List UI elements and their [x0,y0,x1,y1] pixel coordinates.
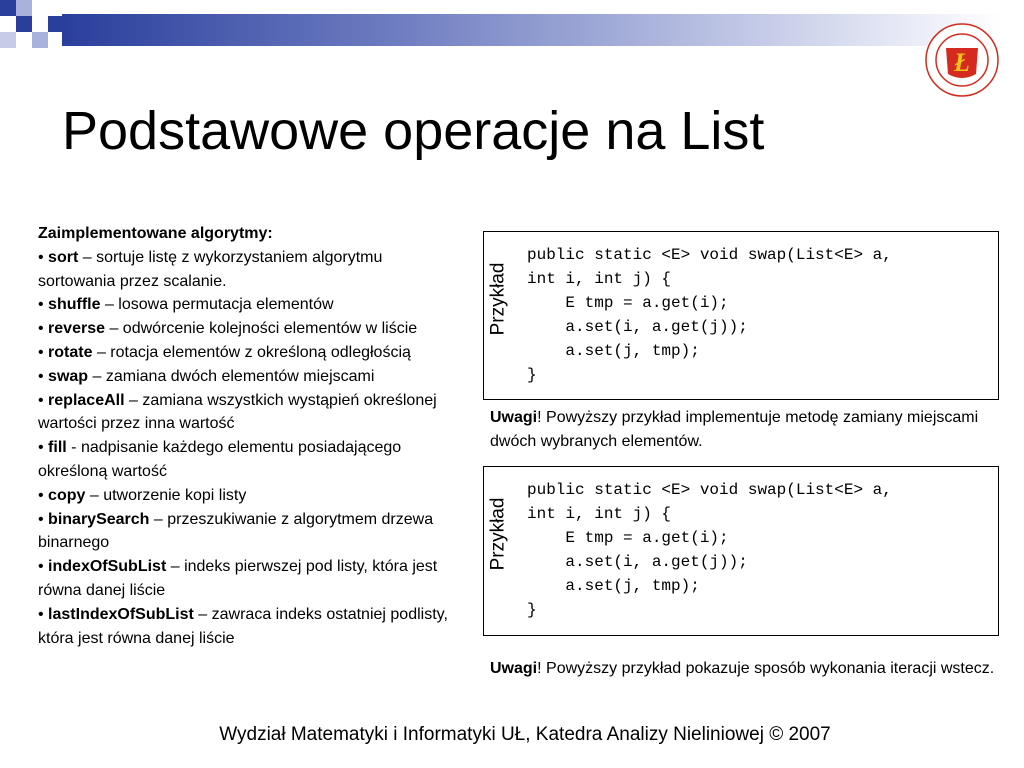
algorithm-name: indexOfSubList [48,558,167,576]
algorithm-item [38,508,454,556]
code-block: public static <E> void swap(List<E> a, int i, int j) { E tmp = a.get(i); a.set(i, a.get(j)); a.set(j, tmp); } [527,481,892,619]
bullet-icon: • [38,343,49,361]
algorithm-description: zamiana dwóch elementów miejscami [105,367,375,385]
decor-square [32,32,48,48]
algorithm-name: rotate [48,343,93,361]
example-note-1 [490,406,1000,454]
algorithm-name: copy [48,486,86,504]
decor-square [0,32,16,48]
algorithm-item [38,317,454,341]
bullet-icon: • [38,296,49,314]
algorithm-name: swap [48,367,89,385]
slide-title: Podstawowe operacje na List [62,101,765,161]
algorithm-name: shuffle [48,296,101,314]
algorithm-name: lastIndexOfSubList [48,605,194,623]
decor-square [16,0,32,16]
algorithm-description: nadpisanie każdego elementu posiadającego określoną wartość [38,439,402,480]
algorithm-name: binarySearch [48,510,150,528]
algorithm-description: zamiana wszystkich wystąpień określonej wartości przez inna wartość [38,391,437,433]
example-note-2 [490,657,1000,681]
algorithm-description: rotacja elementów z określoną odległością [110,343,411,361]
algorithm-item [38,365,454,389]
bullet-icon: • [38,248,49,266]
algorithm-separator: – [105,320,123,338]
decor-square [0,0,16,16]
note-text: ! Powyższy przykład implementuje metodę zamiany miejscami dwóch wybranych elementów. [490,409,979,450]
algorithm-description: indeks pierwszej pod listy, która jest równa danej liście [38,558,438,599]
algorithms-heading: Zaimplementowane algorytmy: [38,225,273,242]
algorithm-separator: – [166,558,185,576]
bullet-icon: • [38,605,49,623]
example-label: Przykład [487,262,509,336]
algorithm-description: utworzenie kopi listy [103,486,247,504]
algorithm-name: fill [48,439,67,457]
decor-square [48,16,64,32]
algorithm-item [38,436,454,484]
algorithm-separator: – [78,248,97,266]
algorithm-separator: – [92,343,111,361]
header-gradient-bar [62,14,1002,46]
logo-letter: Ł [954,48,970,77]
algorithm-separator: - [66,439,81,457]
algorithm-description: losowa permutacja elementów [118,296,334,314]
bullet-icon: • [38,486,49,504]
bullet-icon: • [38,367,49,385]
algorithm-separator: – [100,296,119,314]
bullet-icon: • [38,439,49,457]
algorithm-name: reverse [48,320,105,338]
algorithm-item [38,555,454,603]
bullet-icon: • [38,320,49,338]
university-logo [922,20,1002,100]
algorithm-item [38,603,454,651]
bullet-icon: • [38,391,49,409]
algorithm-item [38,389,454,437]
code-block: public static <E> void swap(List<E> a, int i, int j) { E tmp = a.get(i); a.set(i, a.get(j)); a.set(j, tmp); } [527,246,892,384]
algorithm-separator: – [88,367,106,385]
bullet-icon: • [38,558,49,576]
algorithm-name: replaceAll [48,391,125,409]
algorithm-separator: – [149,510,168,528]
algorithm-description: zawraca indeks ostatniej podlisty, która jest równa danej liście [38,605,448,647]
algorithm-description: przeszukiwanie z algorytmem drzewa binarnego [38,510,434,552]
algorithm-item [38,246,454,294]
algorithm-separator: – [124,391,143,409]
algorithm-item [38,341,454,365]
algorithm-name: sort [48,248,79,266]
example-box-1 [483,231,999,400]
bullet-icon: • [38,510,49,528]
example-box-2 [483,466,999,636]
algorithms-list [38,222,454,650]
example-label: Przykład [487,497,509,571]
note-bold: Uwagi [490,409,538,426]
decor-square [16,16,32,32]
algorithm-description: odwórcenie kolejności elementów w liście [122,320,418,338]
algorithm-item [38,293,454,317]
algorithm-separator: – [193,605,212,623]
note-bold: Uwagi [490,660,538,677]
footer-text: Wydział Matematyki i Informatyki UŁ, Katedra Analizy Nieliniowej © 2007 [219,724,831,745]
algorithm-item [38,484,454,508]
algorithm-separator: – [85,486,104,504]
note-text: ! Powyższy przykład pokazuje sposób wykonania iteracji wstecz. [537,660,995,677]
algorithm-description: sortuje listę z wykorzystaniem algorytmu sortowania przez scalanie. [38,248,383,290]
